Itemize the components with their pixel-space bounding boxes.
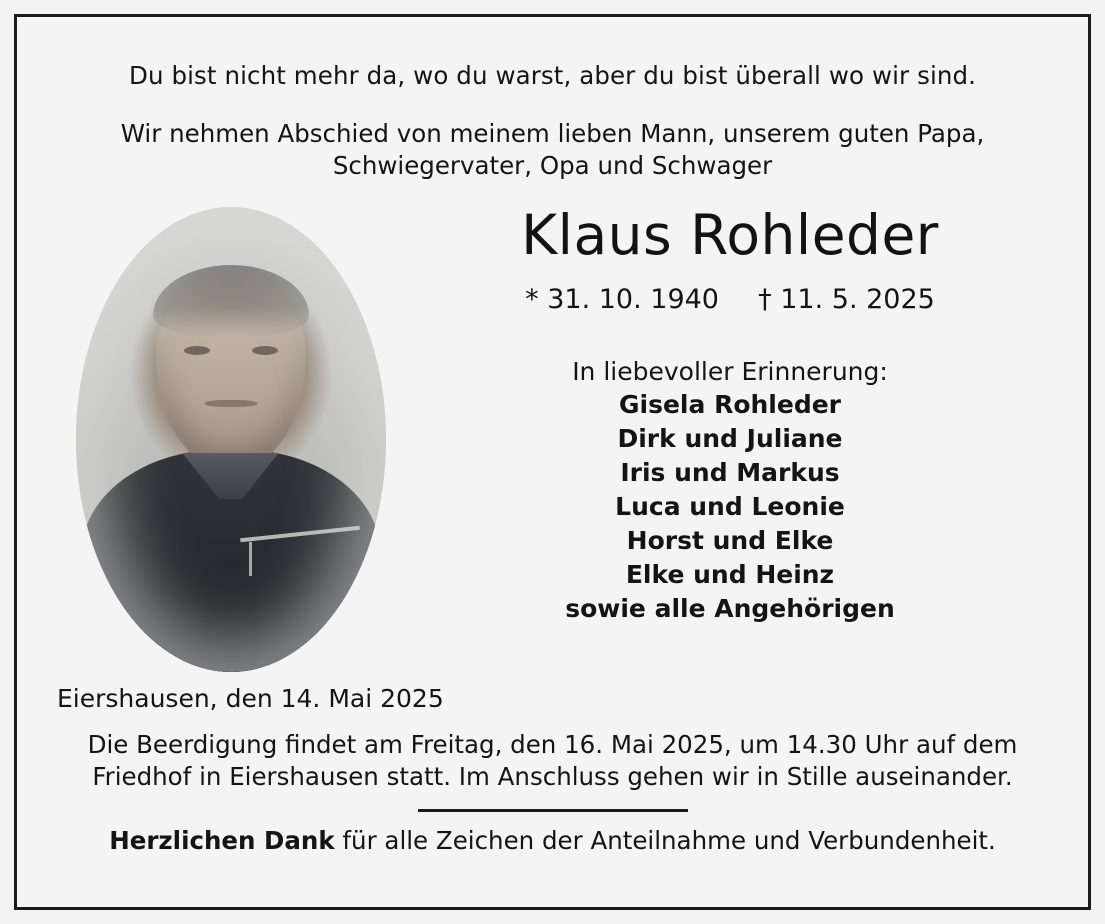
portrait-photo [76,207,386,672]
portrait-vignette [76,207,386,672]
thanks-rest: für alle Zeichen der Anteilnahme und Verbundenheit. [334,826,996,856]
portrait-column [53,197,408,672]
obituary-notice [14,14,1091,910]
survivors-list [408,388,1052,626]
death-date: † 11. 5. 2025 [758,284,935,316]
thanks-bold: Herzlichen Dank [109,826,335,856]
list-item: Gisela Rohleder [619,390,841,420]
list-item: Horst und Elke [626,526,834,556]
funeral-line-1: Die Beerdigung findet am Freitag, den 16. Mai 2025, um 14.30 Uhr auf dem [87,729,1018,759]
funeral-details [53,729,1052,794]
thanks-text [53,826,1052,855]
divider [418,809,688,812]
text-column [408,197,1052,627]
list-item: Luca und Leonie [615,492,845,522]
life-dates [408,284,1052,315]
list-item: Iris und Markus [620,458,840,488]
memory-label: In liebevoller Erinnerung: [572,357,888,387]
farewell-line-1: Wir nehmen Abschied von meinem lieben Mann, unserem guten Papa, [120,119,985,149]
deceased-name: Klaus Rohleder [521,202,939,267]
place-and-date: Eiershausen, den 14. Mai 2025 [57,683,444,713]
birth-date: * 31. 10. 1940 [525,284,719,316]
list-item: Elke und Heinz [625,560,835,590]
funeral-line-2: Friedhof in Eiershausen statt. Im Anschluss gehen wir in Stille auseinander. [92,762,1013,792]
list-item: sowie alle Angehörigen [565,594,895,624]
list-item: Dirk und Juliane [617,424,843,454]
notice-body [53,197,1052,672]
farewell-line-2: Schwiegervater, Opa und Schwager [332,151,773,181]
memorial-verse: Du bist nicht mehr da, wo du warst, aber du bist überall wo wir sind. [128,61,977,90]
farewell-text [53,118,1052,183]
